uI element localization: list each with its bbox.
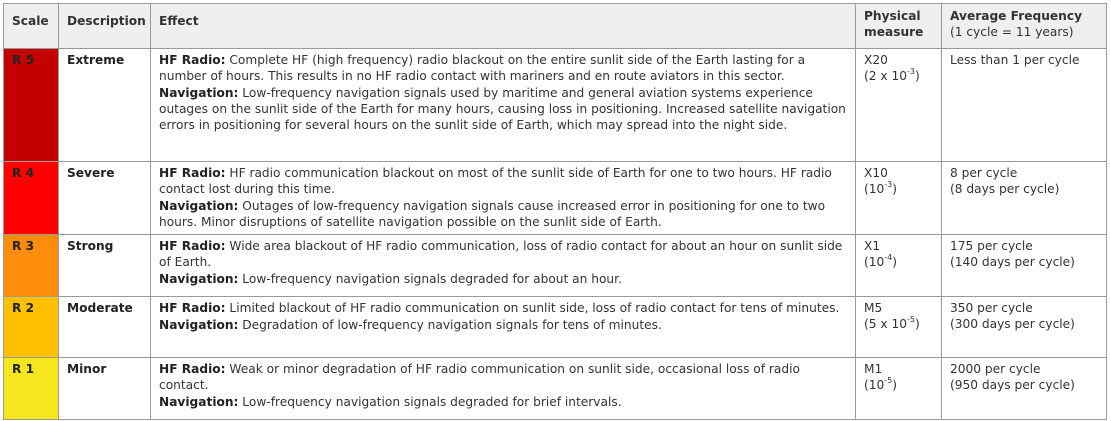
hf-radio-label: HF Radio: (159, 239, 226, 253)
description-cell (59, 297, 151, 358)
frequency-per-cycle: 2000 per cycle (950, 362, 1041, 376)
scale-level-cell (4, 297, 59, 358)
description-label: Strong (67, 239, 114, 253)
description-label: Severe (67, 166, 115, 180)
scale-level-label: R 3 (12, 239, 35, 253)
frequency-days-per-cycle: (300 days per cycle) (950, 317, 1075, 331)
flux-prefix: (10 (864, 255, 885, 269)
average-frequency-cell (942, 358, 1107, 420)
header-scale-label: Scale (12, 14, 49, 28)
frequency-per-cycle: 8 per cycle (950, 166, 1018, 180)
physical-measure-flux (864, 375, 898, 392)
header-description (59, 4, 151, 49)
flux-exponent: -5 (906, 314, 915, 324)
physical-measure-cell (856, 162, 942, 235)
frequency-days-per-cycle: (950 days per cycle) (950, 378, 1075, 392)
navigation-effect (159, 317, 848, 333)
physical-measure-flux (864, 252, 898, 269)
navigation-effect (159, 394, 848, 410)
navigation-text: Low-frequency navigation signals used by maritime and general aviation systems experience outages on the sunlit side of the Earth for many hours, causing loss in positioning. Increased satellite navigation errors in positioning for several hours on the sunlit side of Earth, which may spread into the night side. (159, 86, 846, 132)
flux-exponent: -3 (906, 66, 915, 76)
physical-measure-cell (856, 49, 942, 162)
navigation-label: Navigation: (159, 86, 239, 100)
scale-level-cell (4, 235, 59, 297)
header-frequency-title: Average Frequency (950, 9, 1083, 23)
hf-radio-text: Complete HF (high frequency) radio blackout on the entire sunlit side of the Earth lasting for a number of hours. This results in no HF radio contact with mariners and en route aviators in this sector. (159, 53, 806, 83)
navigation-effect (159, 85, 848, 133)
flux-suffix: ) (914, 317, 920, 331)
average-frequency-cell (942, 235, 1107, 297)
hf-radio-effect (159, 52, 848, 84)
frequency-days-per-cycle: (8 days per cycle) (950, 182, 1060, 196)
hf-radio-label: HF Radio: (159, 166, 226, 180)
table-row-r3 (4, 235, 1107, 297)
hf-radio-text: Weak or minor degradation of HF radio communication on sunlit side, occasional loss of radio contact. (159, 362, 800, 392)
hf-radio-label: HF Radio: (159, 362, 226, 376)
flux-exponent: -4 (884, 252, 893, 262)
hf-radio-label: HF Radio: (159, 53, 226, 67)
header-physical-line1: Physical (864, 9, 921, 23)
physical-measure-flux (864, 179, 898, 196)
navigation-label: Navigation: (159, 272, 239, 286)
navigation-effect (159, 198, 848, 230)
header-frequency-subtitle: (1 cycle = 11 years) (950, 25, 1074, 39)
navigation-label: Navigation: (159, 318, 239, 332)
header-description-label: Description (67, 14, 146, 28)
physical-measure-class: M5 (864, 301, 883, 315)
radio-blackout-scale-table (3, 3, 1107, 420)
physical-measure-class: X1 (864, 239, 881, 253)
physical-measure-flux (864, 66, 920, 83)
table-body (4, 49, 1107, 420)
description-cell (59, 358, 151, 420)
flux-suffix: ) (892, 182, 898, 196)
average-frequency-cell (942, 297, 1107, 358)
flux-prefix: (2 x 10 (864, 69, 907, 83)
hf-radio-effect (159, 300, 848, 316)
scale-level-label: R 2 (12, 301, 35, 315)
scale-level-label: R 5 (12, 53, 35, 67)
frequency-days-per-cycle: (140 days per cycle) (950, 255, 1075, 269)
effect-cell (151, 162, 856, 235)
hf-radio-label: HF Radio: (159, 301, 226, 315)
flux-exponent: -5 (884, 375, 893, 385)
effect-cell (151, 235, 856, 297)
description-label: Minor (67, 362, 107, 376)
description-cell (59, 162, 151, 235)
flux-exponent: -3 (884, 179, 893, 189)
scale-level-label: R 1 (12, 362, 35, 376)
header-effect-label: Effect (159, 14, 199, 28)
navigation-text: Outages of low-frequency navigation signals cause increased error in positioning for one to two hours. Minor disruptions of satellite navigation possible on the sunlit side of Earth. (159, 199, 826, 229)
scale-level-cell (4, 49, 59, 162)
flux-prefix: (10 (864, 182, 885, 196)
frequency-per-cycle: 350 per cycle (950, 301, 1033, 315)
description-cell (59, 49, 151, 162)
table-row-r2 (4, 297, 1107, 358)
header-scale (4, 4, 59, 49)
navigation-label: Navigation: (159, 199, 239, 213)
frequency-per-cycle: Less than 1 per cycle (950, 53, 1080, 67)
physical-measure-cell (856, 235, 942, 297)
scale-level-cell (4, 358, 59, 420)
flux-prefix: (5 x 10 (864, 317, 907, 331)
header-average-frequency (942, 4, 1107, 49)
table-row-r5 (4, 49, 1107, 162)
frequency-per-cycle: 175 per cycle (950, 239, 1033, 253)
physical-measure-class: X10 (864, 166, 888, 180)
header-row (4, 4, 1107, 49)
physical-measure-flux (864, 314, 920, 331)
header-physical-measure (856, 4, 942, 49)
header-effect (151, 4, 856, 49)
effect-cell (151, 358, 856, 420)
hf-radio-text: Wide area blackout of HF radio communication, loss of radio contact for about an hour on sunlit side of Earth. (159, 239, 843, 269)
header-physical-line2: measure (864, 25, 924, 39)
effect-cell (151, 49, 856, 162)
hf-radio-effect (159, 165, 848, 197)
navigation-text: Low-frequency navigation signals degraded for brief intervals. (242, 395, 622, 409)
hf-radio-text: HF radio communication blackout on most of the sunlit side of Earth for one to two hours. HF radio contact lost during this time. (159, 166, 832, 196)
physical-measure-cell (856, 358, 942, 420)
average-frequency-cell (942, 162, 1107, 235)
table-row-r1 (4, 358, 1107, 420)
hf-radio-effect (159, 238, 848, 270)
navigation-effect (159, 271, 848, 287)
navigation-text: Low-frequency navigation signals degraded for about an hour. (242, 272, 622, 286)
navigation-text: Degradation of low-frequency navigation signals for tens of minutes. (242, 318, 662, 332)
scale-level-cell (4, 162, 59, 235)
average-frequency-cell (942, 49, 1107, 162)
description-label: Moderate (67, 301, 133, 315)
table-row-r4 (4, 162, 1107, 235)
description-label: Extreme (67, 53, 125, 67)
physical-measure-cell (856, 297, 942, 358)
effect-cell (151, 297, 856, 358)
flux-prefix: (10 (864, 378, 885, 392)
scale-level-label: R 4 (12, 166, 35, 180)
hf-radio-text: Limited blackout of HF radio communication on sunlit side, loss of radio contact for tens of minutes. (229, 301, 840, 315)
flux-suffix: ) (892, 255, 898, 269)
hf-radio-effect (159, 361, 848, 393)
physical-measure-class: X20 (864, 53, 888, 67)
physical-measure-class: M1 (864, 362, 883, 376)
navigation-label: Navigation: (159, 395, 239, 409)
flux-suffix: ) (892, 378, 898, 392)
description-cell (59, 235, 151, 297)
flux-suffix: ) (914, 69, 920, 83)
